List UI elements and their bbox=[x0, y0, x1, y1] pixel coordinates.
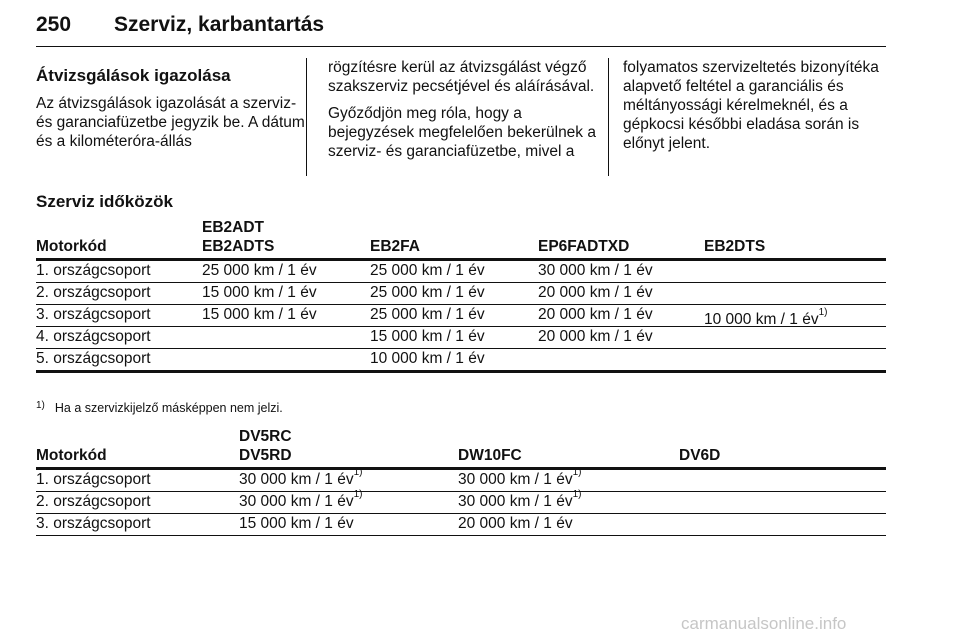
intro-col2-para1: rögzítésre kerül az átvizsgálást végző szakszerviz pecsétjével és aláírásával. bbox=[328, 59, 595, 95]
table-cell: 3. országcsoport bbox=[36, 305, 202, 327]
header-eb2fa: EB2FA bbox=[370, 218, 538, 260]
table-cell: 30 000 km / 1 év bbox=[538, 260, 704, 283]
text-column-3 bbox=[608, 58, 893, 176]
table-row bbox=[36, 327, 886, 349]
service-interval-table-1 bbox=[36, 218, 886, 373]
table-row bbox=[36, 349, 886, 372]
table-row bbox=[36, 469, 886, 492]
table-row bbox=[36, 305, 886, 327]
header-ep6fadtxd: EP6FADTXD bbox=[538, 218, 704, 260]
table-cell-footnoted: 10 000 km / 1 $év^{1)}$ bbox=[704, 305, 886, 327]
intro-col2-para2: Győződjön meg róla, hogy a bejegyzések megfelelően bekerülnek a szerviz- és garanciafüzetbe, mivel a bbox=[328, 105, 596, 160]
header-eb2dts: EB2DTS bbox=[704, 218, 886, 260]
table-cell-footnoted: 30 000 km / 1 $év^{1)}$ bbox=[458, 492, 679, 514]
table-cell bbox=[679, 492, 886, 514]
table-cell-footnoted: 30 000 km / 1 $év^{1)}$ bbox=[239, 469, 458, 492]
table-cell bbox=[679, 514, 886, 536]
header-dw10fc: DW10FC bbox=[458, 427, 679, 469]
table-cell: 25 000 km / 1 év bbox=[370, 305, 538, 327]
table-cell: 20 000 km / 1 év bbox=[538, 327, 704, 349]
header-dv5rc: DV5RC DV5RD bbox=[239, 427, 458, 469]
text-column-2 bbox=[306, 58, 608, 176]
table-cell: 25 000 km / 1 év bbox=[370, 260, 538, 283]
table-cell: 3. országcsoport bbox=[36, 514, 239, 536]
table-cell bbox=[704, 260, 886, 283]
table-cell bbox=[704, 349, 886, 372]
header-dv6d: DV6D bbox=[679, 427, 886, 469]
table-row bbox=[36, 492, 886, 514]
table-cell: 4. országcsoport bbox=[36, 327, 202, 349]
table-cell bbox=[202, 327, 370, 349]
table-cell: 20 000 km / 1 év bbox=[538, 283, 704, 305]
table-row bbox=[36, 260, 886, 283]
table-cell: 15 000 km / 1 év bbox=[239, 514, 458, 536]
table-cell: 25 000 km / 1 év bbox=[202, 260, 370, 283]
table-cell: 2. országcsoport bbox=[36, 492, 239, 514]
table-row bbox=[36, 283, 886, 305]
table-cell-footnoted: 30 000 km / 1 $év^{1)}$ bbox=[458, 469, 679, 492]
table-cell: 5. országcsoport bbox=[36, 349, 202, 372]
table-cell bbox=[538, 349, 704, 372]
table-cell-footnoted: 30 000 km / 1 $év^{1)}$ bbox=[239, 492, 458, 514]
footnote-mark: 1) bbox=[36, 400, 45, 411]
service-interval-table-2 bbox=[36, 427, 886, 536]
header-engine-code: Motorkód bbox=[36, 427, 239, 469]
table-cell bbox=[202, 349, 370, 372]
table-cell bbox=[704, 327, 886, 349]
intro-col1-text: Az átvizsgálások igazolását a szerviz- és garanciafüzetbe jegyzik be. A dátum és a kilométeróra-állás bbox=[36, 95, 305, 150]
table-cell: 15 000 km / 1 év bbox=[202, 305, 370, 327]
table-cell: 15 000 km / 1 év bbox=[202, 283, 370, 305]
table-cell: 1. országcsoport bbox=[36, 260, 202, 283]
header-title: Szerviz, karbantartás bbox=[114, 13, 325, 36]
watermark: carmanualsonline.info bbox=[681, 614, 847, 633]
page-number: 250 bbox=[36, 13, 72, 36]
table-row bbox=[36, 514, 886, 536]
table-cell bbox=[679, 469, 886, 492]
table-cell: 1. országcsoport bbox=[36, 469, 239, 492]
section-heading: Szerviz időközök bbox=[36, 192, 173, 211]
table-header-row bbox=[36, 218, 886, 260]
page-header bbox=[36, 6, 886, 47]
table-cell bbox=[704, 283, 886, 305]
header-engine-code: Motorkód bbox=[36, 218, 202, 260]
table-cell: 20 000 km / 1 év bbox=[458, 514, 679, 536]
header-eb2adt: EB2ADT EB2ADTS bbox=[202, 218, 370, 260]
table-cell: 20 000 km / 1 év bbox=[538, 305, 704, 327]
intro-col3-text: folyamatos szervizeltetés bizonyítéka alapvető feltétel a garanciális és méltányossági kérelmeknél, és a gépkocsi későbbi eladása során is előnyt jelent. bbox=[623, 59, 879, 152]
table-header-row bbox=[36, 427, 886, 469]
table-cell: 25 000 km / 1 év bbox=[370, 283, 538, 305]
footnote-text: Ha a szervizkijelző másképpen nem jelzi. bbox=[54, 401, 283, 415]
footnote bbox=[36, 400, 283, 416]
text-column-1 bbox=[36, 58, 306, 176]
intro-heading: Átvizsgálások igazolása bbox=[36, 66, 231, 85]
table-cell: 2. országcsoport bbox=[36, 283, 202, 305]
table-cell: 10 000 km / 1 év bbox=[370, 349, 538, 372]
table-cell: 15 000 km / 1 év bbox=[370, 327, 538, 349]
